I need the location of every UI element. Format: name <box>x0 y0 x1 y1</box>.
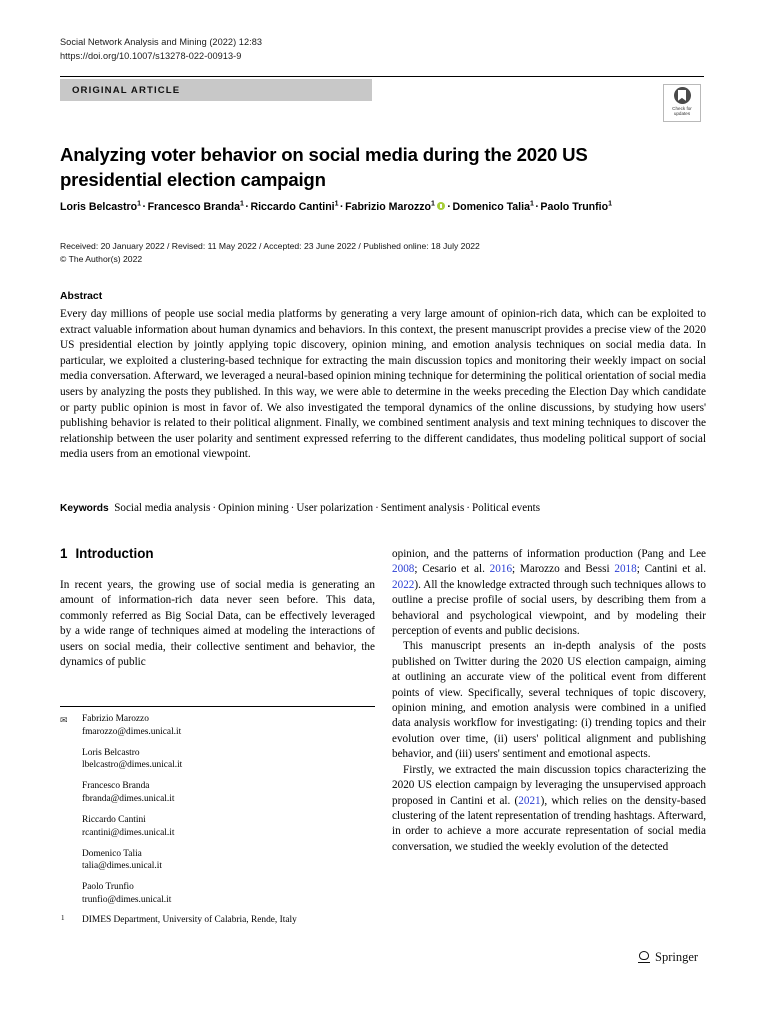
doi-link[interactable]: https://doi.org/10.1007/s13278-022-00913-9 <box>60 50 242 61</box>
intro-right-column <box>392 547 706 855</box>
author-separator: · <box>535 201 539 213</box>
envelope-icon: ✉ <box>60 714 68 725</box>
section-number: 1 <box>60 546 68 561</box>
footnote-divider <box>60 706 375 707</box>
springer-logo <box>638 950 698 965</box>
keyword-separator: · <box>375 502 379 514</box>
keyword-item[interactable]: Opinion mining <box>218 502 289 514</box>
intro-paragraph-3 <box>392 763 706 855</box>
correspondence-email[interactable]: rcantini@dimes.unical.it <box>82 827 175 838</box>
page-title: Analyzing voter behavior on social media during the 2020 US presidential election campaign <box>60 144 588 191</box>
correspondence-entry <box>60 814 380 839</box>
author-affiliation-mark: 1 <box>334 200 339 208</box>
cfu-line1: Check for <box>672 105 692 111</box>
correspondence-name: Riccardo Cantini <box>82 815 146 826</box>
section-heading <box>60 546 154 561</box>
correspondence-email[interactable]: fmarozzo@dimes.unical.it <box>82 726 182 737</box>
abstract-text: Every day millions of people use social media platforms by generating a very large amount of opinion-rich data, which can be exploited to extract valuable information about human dynamics and behaviors. In this context, the present manuscript provides a precise view of the 2020 US presidential election by jointly applying topic discovery, opinion mining, and emotion analysis techniques on social media data. In particular, we exploited a clustering-based technique for extracting the main discussion topics and monitoring their weekly impact on social media conversation. Afterward, we leveraged a neural-based opinion mining technique for determining the political orientation of social media users by analyzing the posts they published. In this way, we were able to determine in the weeks preceding the Election Day which candidate or party public opinion is most in favor of. We also investigated the temporal dynamics of the online discussions, by studying how users' publishing behavior is related to their political alignment. Finally, we combined sentiment analysis and text mining techniques to discover the relationship between the user polarity and sentiment expressed referring to the different candidates, thus modeling political support of social media users from an emotional viewpoint. <box>60 308 706 461</box>
p1-part-e: ; Cantini et al. <box>636 563 706 576</box>
keyword-separator: · <box>290 502 295 514</box>
correspondence-email[interactable]: trunfio@dimes.unical.it <box>82 895 172 906</box>
author-name: Riccardo Cantini <box>250 201 335 213</box>
author-separator: · <box>142 201 147 213</box>
affiliation-entry <box>60 914 390 927</box>
p1-part-b: ; Cesario et al. <box>414 563 490 576</box>
author-separator: · <box>447 201 451 213</box>
citation-cantini-2022[interactable]: 2022 <box>392 578 415 591</box>
abstract-heading: Abstract <box>60 291 103 302</box>
intro-paragraph-1 <box>392 547 706 639</box>
author-separator: · <box>340 201 344 213</box>
journal-citation-block <box>60 36 580 63</box>
article-type-banner <box>60 79 372 101</box>
affiliation-mark: 1 <box>61 914 65 922</box>
correspondence-entry <box>60 881 380 906</box>
correspondence-entry <box>60 848 380 873</box>
correspondence-entry <box>60 780 380 805</box>
section-title: Introduction <box>75 546 154 561</box>
correspondence-name: Fabrizio Marozzo <box>82 714 149 724</box>
p1-part-d: ; Marozzo and Bessi <box>512 563 615 576</box>
keywords-block <box>60 501 706 516</box>
p1-part-a: opinion, and the patterns of information production (Pang and Lee <box>392 548 706 560</box>
dates-line: Received: 20 January 2022 / Revised: 11 May 2022 / Accepted: 23 June 2022 / Published online: 18 July 2022 <box>60 241 480 251</box>
citation-pang-lee[interactable]: 2008 <box>392 563 415 576</box>
header-divider <box>60 76 704 77</box>
correspondence-entry <box>60 713 380 738</box>
check-for-updates-label <box>672 106 692 117</box>
citation-marozzo-bessi[interactable]: 2018 <box>614 563 637 576</box>
correspondence-name: Loris Belcastro <box>82 747 140 758</box>
author-name: Francesco Branda <box>147 201 241 213</box>
author-affiliation-mark: 1 <box>608 200 612 208</box>
citation-cesario[interactable]: 2016 <box>489 563 513 576</box>
journal-citation: Social Network Analysis and Mining (2022) 12:83 <box>60 37 263 47</box>
p3-part-b: ), which relies on the density-based clustering of the latent representation of trending hashtags. Afterward, in order to achieve a more accurate representation of social media conversation, we studied the weekly evolution of the detected <box>392 794 706 853</box>
keyword-separator: · <box>466 502 470 514</box>
springer-wordmark: Springer <box>655 950 699 964</box>
p3-part-a: Firstly, we extracted the main discussion topics characterizing the 2020 US election campaign by leveraging the unsupervised approach proposed in Cantini et al. ( <box>392 763 706 807</box>
keyword-item[interactable]: User polarization <box>296 502 374 514</box>
publication-dates <box>60 240 710 265</box>
author-entry <box>250 201 338 213</box>
p1-part-f: ). All the knowledge extracted through such techniques allows to outline a precise profile of social users, by describing them from a behavioral and psychological viewpoint, and by modeling their perception of events and public decisions. <box>392 578 706 638</box>
orcid-icon[interactable] <box>437 202 445 210</box>
author-entry <box>345 201 446 213</box>
correspondence-email[interactable]: talia@dimes.unical.it <box>82 861 162 872</box>
author-entry <box>540 201 612 213</box>
author-list <box>60 200 710 215</box>
check-for-updates-badge[interactable] <box>663 84 701 122</box>
correspondence-entry <box>60 747 380 772</box>
keyword-separator: · <box>212 502 217 514</box>
correspondence-email[interactable]: lbelcastro@dimes.unical.it <box>82 760 183 771</box>
intro-paragraph-2: This manuscript presents an in-depth analysis of the posts published on Twitter during the 2020 US election campaign, aiming at outlining an accurate view of the political event from different points of view. Specifically, several techniques of topic discovery, opinion mining, and emotion analysis were combined in a unified data analysis workflow for investigating: (i) trending topics and their evolution over time, (ii) users' political alignment and publishing behavior, and (iii) users' sentiment and emotional aspects. <box>392 640 706 761</box>
keyword-item[interactable]: Political events <box>471 502 541 514</box>
copyright-line: © The Author(s) 2022 <box>60 253 143 264</box>
affiliation-text: DIMES Department, University of Calabria, Rende, Italy <box>82 915 297 925</box>
author-entry <box>148 201 244 213</box>
author-name: Domenico Talia <box>452 201 530 213</box>
correspondence-name: Francesco Branda <box>82 781 150 792</box>
crossmark-icon <box>674 87 691 104</box>
author-name: Fabrizio Marozzo <box>345 201 432 213</box>
author-affiliation-mark: 1 <box>137 200 142 208</box>
author-name: Loris Belcastro <box>60 201 138 213</box>
author-separator: · <box>245 201 249 213</box>
correspondence-name: Paolo Trunfio <box>82 882 134 893</box>
keywords-list <box>114 502 540 514</box>
keywords-label: Keywords <box>60 503 109 514</box>
author-entry <box>60 201 141 213</box>
correspondence-email[interactable]: fbranda@dimes.unical.it <box>82 793 175 804</box>
cfu-line2: updates <box>673 110 691 116</box>
citation-cantini-2021[interactable]: 2021 <box>518 794 541 807</box>
keyword-item[interactable]: Sentiment analysis <box>380 502 465 514</box>
author-affiliation-mark: 1 <box>529 200 534 208</box>
article-type-label: ORIGINAL ARTICLE <box>72 84 181 96</box>
author-affiliation-mark: 1 <box>431 200 435 208</box>
correspondence-block <box>60 713 380 915</box>
author-affiliation-mark: 1 <box>240 200 244 208</box>
keyword-item[interactable]: Social media analysis <box>114 502 211 514</box>
springer-mark-icon <box>638 950 651 965</box>
intro-left-column: In recent years, the growing use of social media is generating an amount of information-rich data never seen before. This data, commonly referred as Big Social Data, can be effectively leveraged by a wide range of techniques aimed at modeling the interactions of users on social media, their collective sentiment and behavior, the dynamics of public <box>60 579 375 669</box>
correspondence-name: Domenico Talia <box>82 848 142 859</box>
author-name: Paolo Trunfio <box>540 201 609 213</box>
author-entry <box>452 201 533 213</box>
